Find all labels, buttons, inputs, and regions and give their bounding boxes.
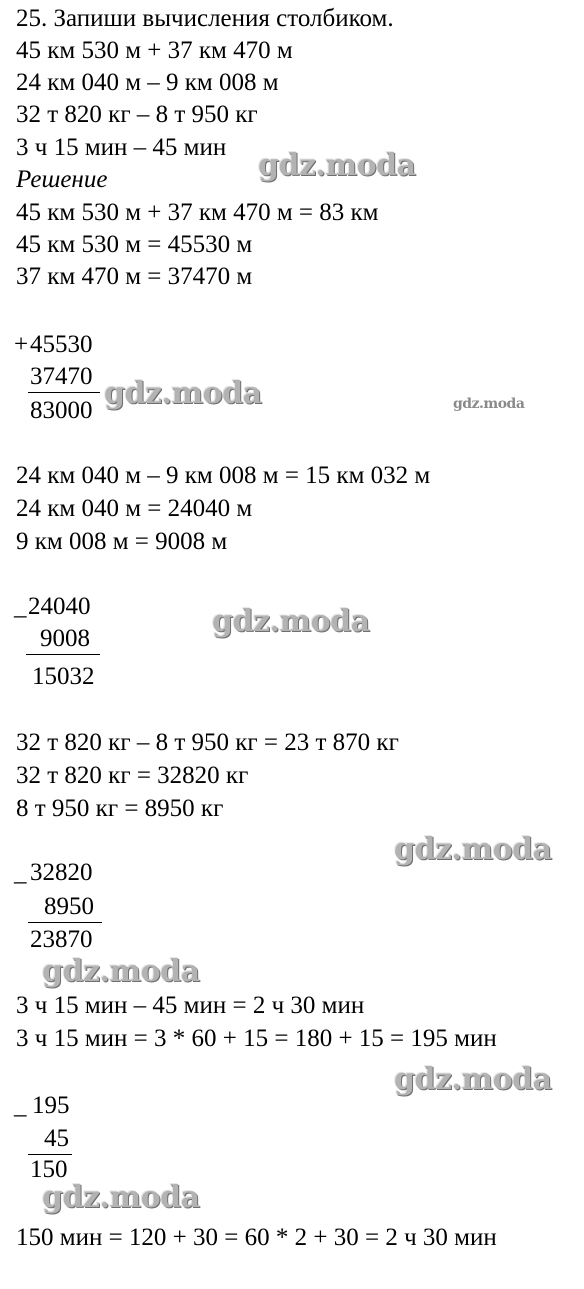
solution-heading: Решение (16, 166, 108, 193)
part4-line-2: 3 ч 15 мин = 3 * 60 + 15 = 180 + 15 = 195 мин (16, 1025, 497, 1052)
part2-line-2: 24 км 040 м = 24040 м (16, 495, 253, 522)
part3-line-2: 32 т 820 кг = 32820 кг (16, 762, 249, 789)
column-result: 15032 (32, 663, 95, 690)
task-item-1: 45 км 530 м + 37 км 470 м (16, 37, 293, 64)
column-rule (28, 392, 100, 393)
task-item-4: 3 ч 15 мин – 45 мин (16, 134, 227, 161)
part1-line-2: 45 км 530 м = 45530 м (16, 231, 253, 258)
column-top: 24040 (28, 593, 91, 620)
task-item-3: 32 т 820 кг – 8 т 950 кг (16, 101, 258, 128)
watermark: gdz.moda (258, 148, 416, 183)
column-sign: _ (14, 859, 27, 886)
column-sign: _ (14, 1092, 27, 1119)
column-bottom: 45 (44, 1125, 69, 1152)
column-bottom: 37470 (30, 363, 93, 390)
watermark: gdz.moda (42, 954, 200, 989)
column-result: 23870 (30, 926, 93, 953)
column-sign: + (14, 331, 29, 358)
column-bottom: 9008 (40, 625, 90, 652)
column-rule (28, 922, 102, 923)
watermark: gdz.moda (394, 1062, 552, 1097)
part2-line-3: 9 км 008 м = 9008 м (16, 528, 228, 555)
watermark: gdz.moda (42, 1180, 200, 1215)
part3-line-1: 32 т 820 кг – 8 т 950 кг = 23 т 870 кг (16, 729, 399, 756)
column-rule (26, 654, 100, 655)
column-result: 150 (30, 1156, 68, 1183)
watermark: gdz.moda (394, 832, 552, 867)
column-top: 45530 (30, 331, 93, 358)
part2-line-1: 24 км 040 м – 9 км 008 м = 15 км 032 м (16, 462, 431, 489)
part4-final-line: 150 мин = 120 + 30 = 60 * 2 + 30 = 2 ч 30 мин (16, 1224, 497, 1251)
column-top: 32820 (30, 859, 93, 886)
part1-line-3: 37 км 470 м = 37470 м (16, 263, 253, 290)
part1-line-1: 45 км 530 м + 37 км 470 м = 83 км (16, 199, 379, 226)
part3-line-3: 8 т 950 кг = 8950 кг (16, 795, 224, 822)
task-title: 25. Запиши вычисления столбиком. (16, 5, 394, 32)
task-item-2: 24 км 040 м – 9 км 008 м (16, 69, 279, 96)
column-result: 83000 (30, 397, 93, 424)
column-top: 195 (32, 1092, 70, 1119)
watermark: gdz.moda (104, 376, 262, 411)
column-sign: _ (14, 593, 27, 620)
column-bottom: 8950 (44, 893, 94, 920)
watermark: gdz.moda (212, 604, 370, 639)
part4-line-1: 3 ч 15 мин – 45 мин = 2 ч 30 мин (16, 992, 365, 1019)
watermark: gdz.moda (453, 396, 525, 412)
